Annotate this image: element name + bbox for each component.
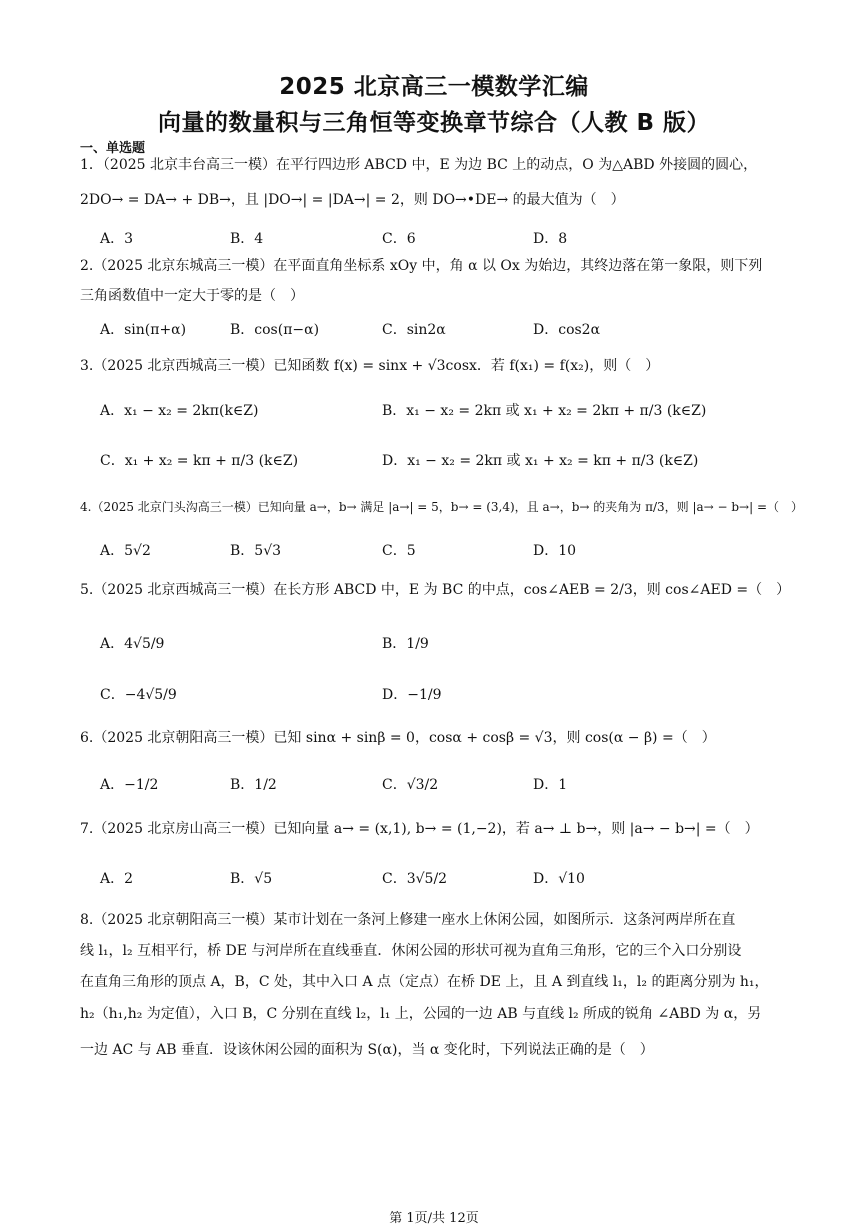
document-title: 2025 北京高三一模数学汇编 [279,74,589,100]
question-3-line-1: 3.（2025 北京西城高三一模）已知函数 f(x) = sinx + √3cosx．若 f(x₁) = f(x₂)，则（ ） [80,358,660,374]
document-subtitle: 向量的数量积与三角恒等变换章节综合（人教 B 版） [157,110,711,136]
question-2-line-1: 2.（2025 北京东城高三一模）在平面直角坐标系 xOy 中，角 α 以 Ox 为始边，其终边落在第一象限，则下列 [80,258,763,274]
question-8-line-2: 线 l₁，l₂ 互相平行，桥 DE 与河岸所在直线垂直．休闲公园的形状可视为直角三角形，它的三个入口分别设 [80,943,742,959]
question-3-option-b: B．x₁ − x₂ = 2kπ 或 x₁ + x₂ = 2kπ + π/3 (k∈Z) [382,403,707,419]
question-7-option-c: C．3√5/2 [382,871,448,887]
question-3-option-c: C．x₁ + x₂ = kπ + π/3 (k∈Z) [100,453,299,469]
question-3-option-a: A．x₁ − x₂ = 2kπ(k∈Z) [100,403,259,419]
question-2-option-a: A．sin(π+α) [100,322,187,338]
question-5-option-a: A．4√5/9 [100,636,165,652]
question-8-line-3: 在直角三角形的顶点 A，B，C 处，其中入口 A 点（定点）在桥 DE 上，且 A 到直线 l₁，l₂ 的距离分别为 h₁， [80,974,769,990]
question-7-option-d: D．√10 [533,871,585,887]
question-2-option-b: B．cos(π−α) [230,322,320,338]
page-footer: 第 1页/共 12页 [389,1211,479,1226]
question-6-option-d: D．1 [533,777,568,793]
question-6-line-1: 6.（2025 北京朝阳高三一模）已知 sinα + sinβ = 0，cosα + cosβ = √3，则 cos(α − β) =（ ） [80,730,716,746]
question-4-option-a: A．5√2 [100,543,151,559]
question-5-option-c: C．−4√5/9 [100,687,177,703]
question-1-option-b: B．4 [230,231,264,247]
question-6-option-c: C．√3/2 [382,777,439,793]
question-2-line-2: 三角函数值中一定大于零的是（ ） [80,288,304,304]
question-8-line-1: 8.（2025 北京朝阳高三一模）某市计划在一条河上修建一座水上休闲公园，如图所示．这条河两岸所在直 [80,912,736,928]
section-heading: 一、单选题 [80,141,146,156]
question-1-line-1: 1．（2025 北京丰台高三一模）在平行四边形 ABCD 中，E 为边 BC 上的动点，O 为△ABD 外接圆的圆心， [80,157,758,173]
question-4-option-c: C．5 [382,543,416,559]
question-4-line-1: 4.（2025 北京门头沟高三一模）已知向量 a→，b→ 满足 |a→| = 5，b→ = (3,4)，且 a→，b→ 的夹角为 π/3，则 |a→ − b→| =（ ） [80,500,804,514]
question-2-option-c: C．sin2α [382,322,446,338]
question-4-option-d: D．10 [533,543,577,559]
question-7-option-b: B．√5 [230,871,273,887]
question-1-line-2: 2DO→ = DA→ + DB→，且 |DO→| = |DA→| = 2，则 DO→•DE→ 的最大值为（ ） [80,192,625,208]
question-5-line-1: 5.（2025 北京西城高三一模）在长方形 ABCD 中，E 为 BC 的中点，cos∠AEB = 2/3，则 cos∠AED =（ ） [80,582,791,598]
question-1-option-a: A．3 [100,231,134,247]
question-4-option-b: B．5√3 [230,543,282,559]
question-5-option-b: B．1/9 [382,636,429,652]
question-6-option-a: A．−1/2 [100,777,159,793]
question-2-option-d: D．cos2α [533,322,601,338]
question-8-line-4: h₂（h₁,h₂ 为定值），入口 B，C 分别在直线 l₂，l₁ 上，公园的一边 AB 与直线 l₂ 所成的锐角 ∠ABD 为 α，另 [80,1006,762,1022]
question-7-option-a: A．2 [100,871,134,887]
question-5-option-d: D．−1/9 [382,687,442,703]
question-7-line-1: 7.（2025 北京房山高三一模）已知向量 a→ = (x,1), b→ = (1,−2)，若 a→ ⊥ b→，则 |a→ − b→| =（ ） [80,821,759,837]
question-3-option-d: D．x₁ − x₂ = 2kπ 或 x₁ + x₂ = kπ + π/3 (k∈Z) [382,453,699,469]
question-6-option-b: B．1/2 [230,777,277,793]
question-1-option-d: D．8 [533,231,568,247]
question-8-line-5: 一边 AC 与 AB 垂直．设该休闲公园的面积为 S(α)，当 α 变化时，下列说法正确的是（ ） [80,1042,654,1058]
question-1-option-c: C．6 [382,231,416,247]
